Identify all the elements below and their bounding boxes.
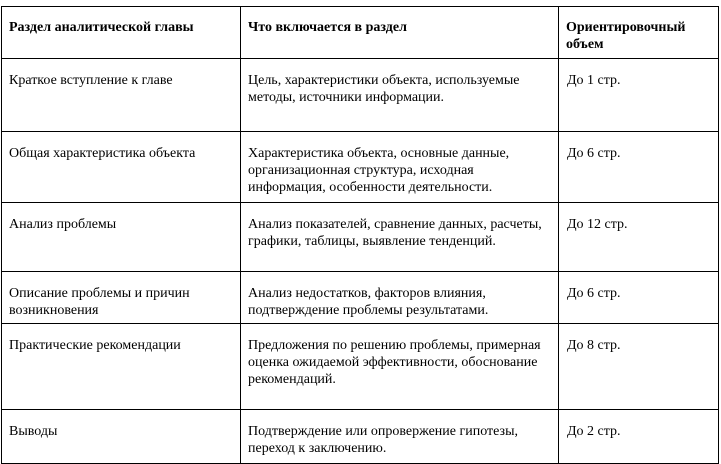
cell-volume: До 6 стр.: [559, 272, 719, 324]
cell-volume: До 6 стр.: [559, 132, 719, 203]
header-volume: Ориентировочный объем: [559, 7, 719, 59]
cell-section: Описание проблемы и причин возникновения: [2, 272, 241, 324]
header-contents: Что включается в раздел: [241, 7, 559, 59]
cell-volume: До 12 стр.: [559, 203, 719, 272]
cell-contents: Цель, характеристики объекта, используемые методы, источники информации.: [241, 59, 559, 132]
header-section: Раздел аналитической главы: [2, 7, 241, 59]
cell-volume: До 8 стр.: [559, 324, 719, 410]
cell-contents: Анализ недостатков, факторов влияния, подтверждение проблемы результатами.: [241, 272, 559, 324]
cell-contents: Характеристика объекта, основные данные, организационная структура, исходная информация, особенности деятельности.: [241, 132, 559, 203]
table-row: [2, 203, 719, 272]
table-header-row: [2, 7, 719, 59]
cell-contents: Подтверждение или опровержение гипотезы, переход к заключению.: [241, 410, 559, 464]
cell-contents: Анализ показателей, сравнение данных, расчеты, графики, таблицы, выявление тенденций.: [241, 203, 559, 272]
table-row: [2, 410, 719, 464]
table-row: [2, 132, 719, 203]
chapter-structure-table: [1, 6, 719, 464]
table-row: [2, 272, 719, 324]
cell-section: Практические рекомендации: [2, 324, 241, 410]
cell-section: Анализ проблемы: [2, 203, 241, 272]
cell-section: Общая характеристика объекта: [2, 132, 241, 203]
table-row: [2, 59, 719, 132]
cell-volume: До 2 стр.: [559, 410, 719, 464]
cell-section: Краткое вступление к главе: [2, 59, 241, 132]
cell-volume: До 1 стр.: [559, 59, 719, 132]
cell-contents: Предложения по решению проблемы, примерная оценка ожидаемой эффективности, обоснование рекомендаций.: [241, 324, 559, 410]
cell-section: Выводы: [2, 410, 241, 464]
table-row: [2, 324, 719, 410]
